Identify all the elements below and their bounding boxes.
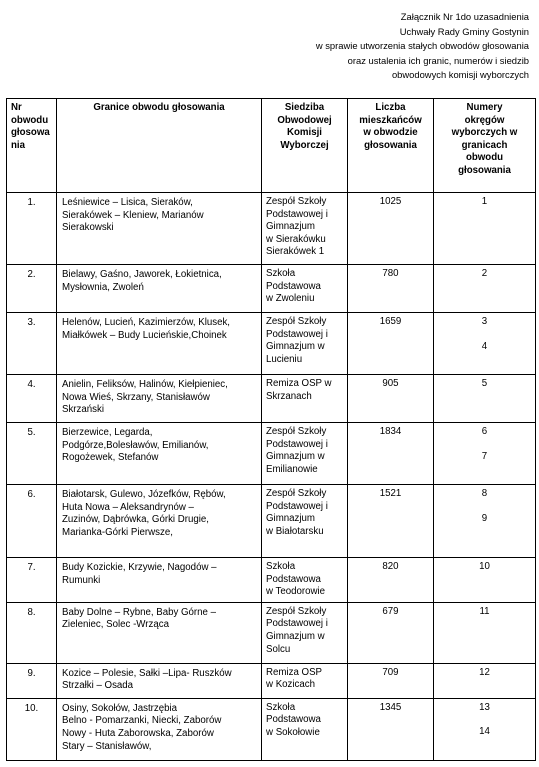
- seat-line: Szkoła: [266, 268, 296, 279]
- boundary-line: Zieleniec, Solec -Wrząca: [62, 619, 169, 631]
- seat-line: w Sokołowie: [266, 726, 320, 738]
- table-header-row: [7, 99, 536, 193]
- boundary-line: Rumunki: [62, 574, 101, 586]
- district-number: 1.: [7, 193, 57, 265]
- boundary-line: Mysłownia, Zwoleń: [62, 281, 144, 293]
- constituency-number: 11: [479, 605, 490, 617]
- seat-line: w Kozicach: [266, 679, 315, 691]
- constituency-number: 3: [481, 316, 488, 327]
- header-line: okręgów: [464, 114, 505, 126]
- constituency-number: 12: [479, 666, 490, 678]
- seat-line: Remiza OSP w: [266, 378, 332, 389]
- header-line: mieszkańców: [359, 114, 422, 126]
- boundary-line: Baby Dolne – Rybne, Baby Górne –: [62, 606, 217, 618]
- boundary-line: Stary – Stanisławów,: [62, 740, 152, 752]
- commission-seat: [262, 313, 348, 375]
- table-row: [7, 558, 536, 603]
- commission-seat: [262, 698, 348, 760]
- boundary-line: Kozice – Polesie, Sałki –Lipa- Ruszków: [62, 667, 232, 679]
- header-line: w obwodzie: [363, 127, 418, 139]
- district-boundaries: [57, 663, 262, 698]
- header-line: w sprawie utworzenia stałych obwodów głosowania: [315, 40, 529, 51]
- seat-line: Szkoła: [266, 561, 296, 572]
- resident-count: 679: [348, 602, 434, 663]
- resident-count: 905: [348, 375, 434, 423]
- boundary-line: Budy Kozickie, Krzywie, Nagodów –: [62, 562, 217, 573]
- table-row: [7, 313, 536, 375]
- header-line: Obwodowej: [277, 114, 332, 126]
- header-line: Siedziba: [284, 102, 325, 113]
- table-row: [7, 698, 536, 760]
- header-granice: Granice obwodu głosowania: [57, 99, 262, 193]
- boundary-line: Strzałki – Osada: [62, 680, 134, 692]
- constituency-number: 8: [481, 488, 488, 499]
- table-row: [7, 265, 536, 313]
- seat-line: Gimnazjum w: [266, 630, 325, 642]
- constituency-number: 13: [479, 701, 490, 713]
- boundary-line: Rogożewek, Stefanów: [62, 452, 159, 464]
- seat-line: Podstawowa: [266, 280, 321, 292]
- resident-count: 820: [348, 558, 434, 603]
- constituency-number: 6: [481, 426, 488, 437]
- constituency-number: 7: [481, 450, 488, 462]
- attachment-header: [316, 10, 529, 83]
- boundary-line: Białotarsk, Gulewo, Józefków, Rębów,: [62, 489, 226, 500]
- header-line: Liczba: [375, 102, 406, 113]
- district-boundaries: [57, 485, 262, 558]
- seat-line: Remiza OSP: [266, 666, 322, 678]
- header-line: nia: [11, 139, 25, 151]
- header-line: obwodu: [11, 114, 49, 126]
- header-line: Nr: [11, 102, 22, 113]
- header-nr: [7, 99, 57, 193]
- seat-line: Szkoła: [266, 701, 296, 713]
- constituency-numbers: [434, 663, 536, 698]
- district-boundaries: [57, 375, 262, 423]
- boundary-line: Sierakowski: [62, 222, 114, 234]
- boundary-line: Anielin, Feliksów, Halinów, Kiełpieniec,: [62, 379, 228, 390]
- seat-line: Zespół Szkoły: [266, 196, 327, 207]
- constituency-number: 9: [481, 512, 488, 524]
- header-line: Wyborczej: [280, 139, 329, 151]
- district-boundaries: [57, 313, 262, 375]
- district-boundaries: [57, 698, 262, 760]
- seat-line: Gimnazjum w: [266, 451, 325, 463]
- constituency-numbers: [434, 193, 536, 265]
- district-boundaries: [57, 558, 262, 603]
- header-line: wyborczych w: [451, 127, 518, 139]
- resident-count: 1025: [348, 193, 434, 265]
- seat-line: Sierakówek 1: [266, 246, 325, 258]
- table-row: [7, 485, 536, 558]
- district-number: 3.: [7, 313, 57, 375]
- district-number: 6.: [7, 485, 57, 558]
- table-row: [7, 602, 536, 663]
- seat-line: w Białotarsku: [266, 525, 324, 537]
- resident-count: 1521: [348, 485, 434, 558]
- commission-seat: [262, 602, 348, 663]
- constituency-number: 2: [481, 268, 488, 279]
- header-numery: [434, 99, 536, 193]
- seat-line: Skrzanach: [266, 390, 312, 402]
- commission-seat: [262, 423, 348, 485]
- seat-line: Podstawowej i: [266, 618, 328, 630]
- constituency-number: 10: [479, 561, 490, 572]
- district-number: 7.: [7, 558, 57, 603]
- table-row: [7, 663, 536, 698]
- boundary-line: Miałkówek – Budy Lucieńskie,Choinek: [62, 329, 227, 341]
- boundary-line: Helenów, Lucień, Kazimierzów, Klusek,: [62, 317, 230, 328]
- constituency-numbers: [434, 375, 536, 423]
- boundary-line: Belno - Pomarzanki, Niecki, Zaborów: [62, 715, 222, 727]
- boundary-line: Nowy - Huta Zaborowska, Zaborów: [62, 727, 214, 739]
- resident-count: 709: [348, 663, 434, 698]
- header-line: głosowa: [11, 127, 50, 139]
- boundary-line: Zuzinów, Dąbrówka, Górki Drugie,: [62, 514, 209, 526]
- commission-seat: [262, 193, 348, 265]
- district-number: 5.: [7, 423, 57, 485]
- boundary-line: Nowa Wieś, Skrzany, Stanisławów: [62, 391, 210, 403]
- constituency-numbers: [434, 423, 536, 485]
- header-line: głosowania: [364, 139, 417, 151]
- seat-line: Zespół Szkoły: [266, 488, 327, 499]
- resident-count: 780: [348, 265, 434, 313]
- constituency-number: 4: [481, 340, 488, 352]
- boundary-line: Skrzański: [62, 404, 104, 416]
- constituency-number: 1: [481, 196, 488, 207]
- seat-line: Zespół Szkoły: [266, 316, 327, 327]
- seat-line: Podstawowej i: [266, 500, 328, 512]
- resident-count: 1659: [348, 313, 434, 375]
- constituency-number: 14: [479, 726, 490, 738]
- commission-seat: [262, 663, 348, 698]
- seat-line: Zespół Szkoły: [266, 605, 327, 617]
- seat-line: w Zwoleniu: [266, 293, 315, 305]
- seat-line: Solcu: [266, 643, 291, 655]
- header-line: Uchwały Rady Gminy Gostynin: [399, 25, 529, 37]
- resident-count: 1345: [348, 698, 434, 760]
- seat-line: Podstawowej i: [266, 328, 328, 340]
- district-boundaries: [57, 265, 262, 313]
- commission-seat: [262, 485, 348, 558]
- seat-line: Podstawowej i: [266, 438, 328, 450]
- seat-line: Podstawowej i: [266, 208, 328, 220]
- seat-line: Gimnazjum: [266, 513, 315, 525]
- header-siedziba: [262, 99, 348, 193]
- header-line: granicach: [461, 139, 508, 151]
- boundary-line: Huta Nowa – Aleksandrynów –: [62, 501, 194, 513]
- seat-line: Zespół Szkoły: [266, 426, 327, 437]
- district-number: 10.: [7, 698, 57, 760]
- district-number: 2.: [7, 265, 57, 313]
- boundary-line: Osiny, Sokołów, Jastrzębia: [62, 702, 178, 714]
- resident-count: 1834: [348, 423, 434, 485]
- boundary-line: Leśniewice – Lisica, Sieraków,: [62, 197, 193, 208]
- seat-line: Podstawowa: [266, 573, 321, 585]
- table-row: [7, 193, 536, 265]
- constituency-number: 5: [481, 378, 488, 389]
- seat-line: Emilianowie: [266, 463, 318, 475]
- constituency-numbers: [434, 698, 536, 760]
- header-liczba: [348, 99, 434, 193]
- voting-districts-table: [6, 98, 536, 761]
- seat-line: Podstawowa: [266, 714, 321, 726]
- boundary-line: Sieraków​ek – Kleniew, Marianów: [62, 209, 204, 221]
- header-line: oraz ustalenia ich granic, numerów i siedzib: [347, 54, 529, 66]
- seat-line: Gimnazjum: [266, 221, 315, 233]
- seat-line: Gimnazjum w: [266, 341, 325, 353]
- boundary-line: Bierzewice, Legarda,: [62, 427, 153, 438]
- header-line: głosowania: [458, 164, 511, 176]
- constituency-numbers: [434, 485, 536, 558]
- district-number: 9.: [7, 663, 57, 698]
- header-line: Komisji: [287, 127, 322, 139]
- district-number: 8.: [7, 602, 57, 663]
- seat-line: Lucieniu: [266, 353, 303, 365]
- district-boundaries: [57, 193, 262, 265]
- seat-line: w Sierakówku: [266, 233, 326, 245]
- constituency-numbers: [434, 313, 536, 375]
- commission-seat: [262, 265, 348, 313]
- district-boundaries: [57, 423, 262, 485]
- header-line: obwodu: [465, 152, 504, 164]
- constituency-numbers: [434, 265, 536, 313]
- boundary-line: Podgórze,Bolesławów, Emilianów,: [62, 439, 209, 451]
- commission-seat: [262, 558, 348, 603]
- table-row: [7, 423, 536, 485]
- district-boundaries: [57, 602, 262, 663]
- district-number: 4.: [7, 375, 57, 423]
- table-row: [7, 375, 536, 423]
- constituency-numbers: [434, 602, 536, 663]
- boundary-line: Marianka-Górki Pierwsze,: [62, 526, 173, 538]
- constituency-numbers: [434, 558, 536, 603]
- header-line: obwodowych komisji wyborczych: [391, 69, 529, 80]
- boundary-line: Bielawy, Gaśno, Jaworek, Łokietnica,: [62, 269, 222, 280]
- header-line: Załącznik Nr 1do uzasadnienia: [400, 11, 529, 22]
- commission-seat: [262, 375, 348, 423]
- seat-line: w Teodorowie: [266, 586, 326, 598]
- header-line: Numery: [466, 102, 503, 113]
